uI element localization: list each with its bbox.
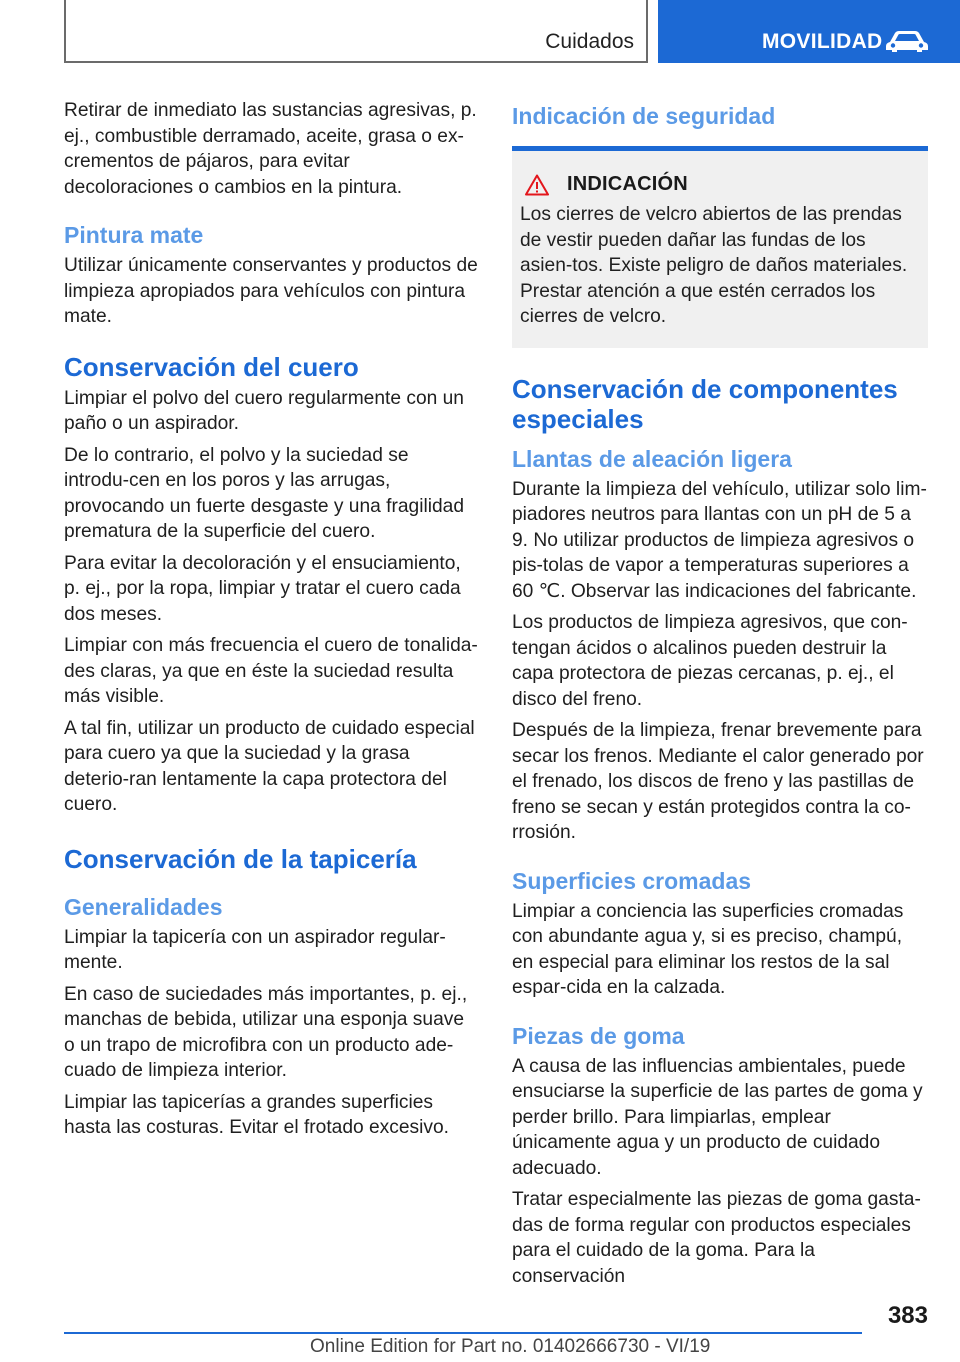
header-chapter-tab: [658, 0, 960, 63]
paragraph: Después de la limpieza, frenar brevemente para secar los frenos. Mediante el calor generado por el frenado, los discos de freno y las pastillas de freno se secan y están protegidos contra la co‐rrosión.: [512, 720, 924, 843]
paragraph: A tal fin, utilizar un producto de cuidado especial para cuero ya que la suciedad y la grasa deterio‐ran lentamente la capa protectora del cuero.: [64, 717, 475, 815]
paragraph: En caso de suciedades más importantes, p. ej., manchas de bebida, utilizar una esponja suave o un trapo de microfibra con un producto ade‐cuado de limpieza interior.: [64, 983, 468, 1081]
paragraph: A causa de las influencias ambientales, puede ensuciarse la superficie de las partes de goma y perder brillo. Para limpiarlas, emplear únicamente agua y un producto de cuidado adecuado.: [512, 1055, 923, 1179]
heading-safety-note: Indicación de seguridad: [512, 103, 776, 129]
left-column: [64, 98, 478, 1147]
header-section-title: Cuidados: [545, 30, 634, 53]
right-column: [512, 98, 928, 1295]
footer-divider: [64, 1332, 862, 1334]
heading-chrome-surfaces: Superficies cromadas: [512, 867, 752, 894]
footer-edition: Online Edition for Part no. 01402666730 - VI/19: [310, 1336, 711, 1357]
notice-box: [512, 146, 928, 348]
heading-alloy-wheels: Llantas de aleación ligera: [512, 445, 792, 472]
paragraph: Limpiar el polvo del cuero regularmente con un paño o un aspirador.: [64, 387, 464, 434]
paragraph: Limpiar las tapicerías a grandes superficies hasta las costuras. Evitar el frotado excesivo.: [64, 1091, 449, 1138]
paragraph: Limpiar con más frecuencia el cuero de tonalida‐des claras, ya que en éste la suciedad resulta más visible.: [64, 635, 478, 707]
heading-upholstery-care: Conservación de la tapicería: [64, 843, 417, 874]
header-chapter-title: MOVILIDAD: [762, 30, 883, 53]
car-icon: [884, 28, 930, 54]
paragraph: Los productos de limpieza agresivos, que con‐tengan ácidos o alcalinos pueden destruir la capa protectora de piezas cercanas, p. ej., el disco del freno.: [512, 612, 908, 710]
heading-special-components: Conservación de componentes especiales: [512, 373, 898, 434]
paragraph: Limpiar a conciencia las superficies cromadas con abundante agua y, si es preciso, champú, en especial para eliminar los restos de la sal espar‐cida en la calzada.: [512, 900, 904, 998]
warning-icon: [525, 174, 549, 196]
page-number: 383: [887, 1302, 928, 1329]
heading-leather-care: Conservación del cuero: [64, 351, 359, 382]
heading-matte-paint: Pintura mate: [64, 222, 204, 248]
paragraph: Para evitar la decoloración y el ensuciamiento, p. ej., por la ropa, limpiar y tratar el cuero cada dos meses.: [64, 552, 461, 625]
heading-rubber-parts: Piezas de goma: [512, 1022, 685, 1049]
notice-title: INDICACIÓN: [567, 173, 688, 195]
notice-text: Los cierres de velcro abiertos de las prendas de vestir pueden dañar las fundas de los asien‐tos. Existe peligro de daños materiales. Prestar atención a que estén cerrados los cierres de velcro.: [520, 204, 908, 327]
header-section-tab: [64, 0, 648, 63]
paragraph: De lo contrario, el polvo y la suciedad se introdu‐cen en los poros y las arrugas, provocando un fuerte desgaste y una fragilidad prematura de la superficie del cuero.: [64, 444, 465, 542]
heading-general: Generalidades: [64, 893, 223, 920]
paragraph: Tratar especialmente las piezas de goma gasta‐das de forma regular con productos especiales para el cuidado de la goma. Para la conservación: [512, 1189, 921, 1287]
paragraph: Retirar de inmediato las sustancias agresivas, p. ej., combustible derramado, aceite, grasa o ex‐crementos de pájaros, para evitar decoloraciones o cambios en la pintura.: [64, 100, 477, 198]
paragraph: Limpiar la tapicería con un aspirador regular‐mente.: [64, 926, 446, 973]
paragraph: Durante la limpieza del vehículo, utilizar solo lim‐piadores neutros para llantas con un pH de 5 a 9. No utilizar productos de limpieza agresivos o pis‐tolas de vapor a temperaturas superiores a 60 ℃. Observar las indicaciones del fabricante.: [512, 478, 927, 602]
paragraph: Utilizar únicamente conservantes y productos de limpieza apropiados para vehículos con pintura mate.: [64, 255, 478, 327]
